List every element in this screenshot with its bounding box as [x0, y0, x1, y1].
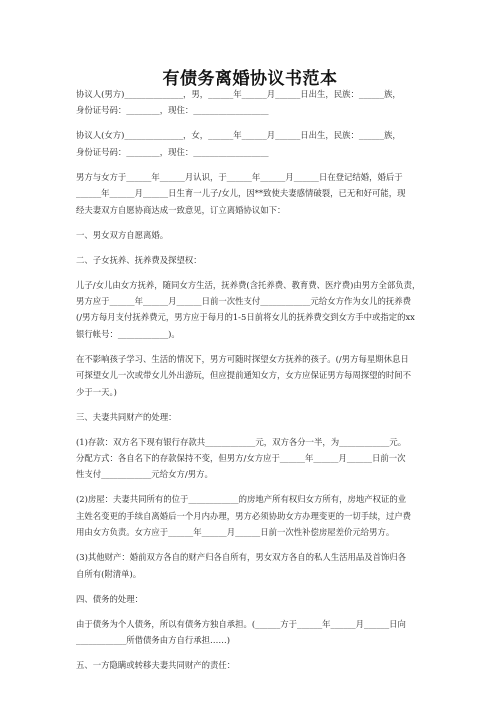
paragraph-female-party [76, 127, 436, 160]
text-line: (3)其他财产：婚前双方各自的财产归各自所有，男女双方各自的私人生活用品及首饰归各 [76, 552, 407, 563]
text-line: ______年______月______日生育一儿子/女儿，因**致使夫妻感情破裂，已无和好可能，现 [76, 188, 406, 199]
section-heading-5 [76, 657, 436, 673]
text-line: 经夫妻双方自愿协商达成一致意见，订立离婚协议如下： [76, 204, 286, 215]
paragraph-other-property [76, 549, 436, 582]
text-line: (/男方每月支付抚养费元，男方应于每月的1-5日前将女儿的抚养费交到女方手中或指定的xx [76, 312, 415, 323]
paragraph-custody [76, 277, 436, 343]
text-line: 身份证号码：________，现住：__________________ [76, 105, 269, 116]
text-line: 少于一天。) [76, 386, 117, 397]
text-line: 银行帐号：____________)。 [76, 328, 180, 339]
text-line: 在不影响孩子学习、生活的情况下，男方可随时探望女方抚养的孩子。(/男方每星期休息日 [76, 353, 409, 364]
text-line: 分配方式：各自名下的存款保持不变，但男方/女方应于______年______月______日前一次 [76, 453, 406, 464]
text-line: 五、一方隐瞒或转移夫妻共同财产的责任： [76, 660, 236, 671]
text-line: (1)存款：双方名下现有银行存款共____________元，双方各分一半，为____________元。 [76, 436, 407, 447]
text-line: 一、男女双方自愿离婚。 [76, 229, 169, 240]
text-line: 主姓名变更的手续自离婚后一个月内办理，男方必须协助女方办理变更的一切手续，过户费 [76, 510, 411, 521]
section-heading-3 [76, 409, 436, 425]
paragraph-male-party [76, 86, 436, 119]
text-line: 自所有(附清单)。 [76, 568, 142, 579]
text-line: 性支付____________元给女方/男方。 [76, 469, 213, 480]
paragraph-savings [76, 434, 436, 483]
text-line: (2)房屋：夫妻共同所有的位于____________的房地产所有权归女方所有，房地产权证的业 [76, 494, 407, 505]
paragraph-visitation [76, 351, 436, 400]
text-line: 可探望女儿一次或带女儿外出游玩，但应提前通知女方，女方应保证男方每周探望的时间不 [76, 370, 411, 381]
section-heading-1 [76, 227, 436, 243]
text-line: 男方应于______年______月______日前一次性支付____________元给女方作为女儿的抚养费 [76, 296, 411, 307]
paragraph-house [76, 491, 436, 540]
text-line: 由于债务为个人债务，所以有债务方独自承担。(______方于______年______月______日向 [76, 618, 406, 629]
section-heading-4 [76, 591, 436, 607]
text-line: 男方与女方于______年______月认识，于______年______月______日在登记结婚，婚后于 [76, 171, 403, 182]
document-body [76, 86, 436, 674]
text-line: 用由女方负责。女方应于______年______月______日前一次性补偿房屋差价元给男方。 [76, 527, 395, 538]
section-heading-2 [76, 252, 436, 268]
text-line: 协议人(女方)______________，女，______年______月______日出生，民族：______族， [76, 130, 401, 141]
paragraph-background [76, 169, 436, 218]
text-line: 协议人(男方)______________，男，______年______月______日出生，民族：______族， [76, 89, 401, 99]
text-line: ____________所借债务由方自行承担……) [76, 635, 231, 646]
paragraph-debt [76, 616, 436, 649]
text-line: 二、子女抚养、抚养费及探望权： [76, 254, 202, 265]
text-line: 身份证号码：________，现住：__________________ [76, 146, 269, 157]
document-title: 有债务离婚协议书范本 [162, 69, 338, 89]
text-line: 三、夫妻共同财产的处理： [76, 411, 177, 422]
text-line: 儿子/女儿由女方抚养，随同女方生活，抚养费(含托养费、教育费、医疗费)由男方全部负责， [76, 279, 421, 290]
text-line: 四、债务的处理： [76, 593, 143, 604]
